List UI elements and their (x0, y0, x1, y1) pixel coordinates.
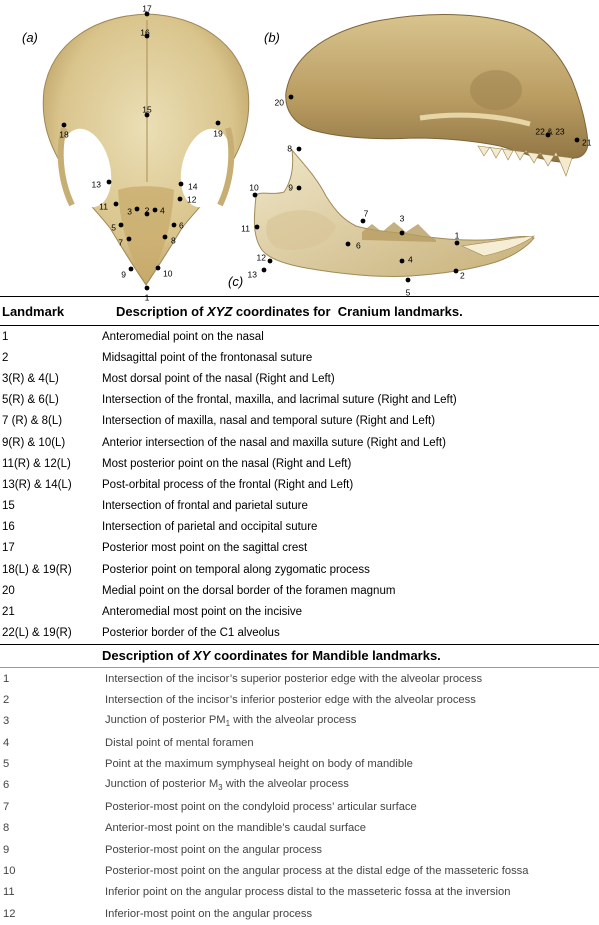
landmark-number-label: 12 (187, 194, 197, 205)
landmark-number-label: 14 (188, 181, 198, 192)
landmark-dot (163, 235, 168, 240)
landmark-number-label: 15 (142, 104, 152, 115)
mandible-table-row (0, 753, 599, 774)
landmark-dot (400, 259, 405, 264)
landmark-id: 15 (2, 500, 15, 513)
landmark-dot (297, 186, 302, 191)
landmark-number-label: 4 (160, 205, 165, 216)
landmark-number-label: 22 & 23 (535, 126, 565, 137)
cranium-lateral-view (286, 15, 588, 177)
landmark-description: Most posterior point on the nasal (Right and Left) (102, 457, 352, 470)
landmark-description: Point at the maximum symphyseal height on body of mandible (105, 758, 413, 771)
cranium-table-row (0, 411, 599, 432)
landmark-dot (114, 202, 119, 207)
mandible-table-row (0, 839, 599, 860)
panel-label: (b) (264, 30, 280, 45)
landmark-id: 20 (2, 584, 15, 597)
landmark-number-label: 20 (274, 97, 284, 108)
landmark-number-label: 1 (144, 292, 150, 303)
mandible-table-row (0, 882, 599, 903)
landmark-dot (135, 207, 140, 212)
mandible-table-row (0, 903, 599, 924)
landmark-id: 5(R) & 6(L) (2, 394, 59, 407)
landmark-number-label: 13 (91, 179, 101, 190)
landmark-number-label: 16 (140, 27, 150, 38)
landmark-description: Intersection of the incisor’s superior posterior edge with the alveolar process (105, 672, 483, 685)
cranium-table-row (0, 453, 599, 474)
landmark-description: Junction of posterior $PM_1$ with the alveolar process (105, 714, 357, 729)
cranium-table-row (0, 326, 599, 348)
landmark-dot (454, 269, 459, 274)
landmark-description: Junction of posterior $M_3$ with the alveolar process (105, 778, 349, 793)
landmark-dot (62, 123, 67, 128)
landmark-dot (361, 219, 366, 224)
landmark-description: Intersection of maxilla, nasal and temporal suture (Right and Left) (102, 415, 436, 428)
landmark-description: Anterior-most point on the mandible’s caudal surface (105, 822, 366, 835)
landmark-number-label: 6 (179, 220, 184, 231)
landmark-description: Posterior-most point on the condyloid process’ articular surface (105, 800, 417, 813)
landmark-dot (253, 193, 258, 198)
landmark-dot (145, 286, 150, 291)
landmark-description: Posterior most point on the sagittal crest (102, 542, 308, 555)
landmark-number-label: 7 (363, 208, 369, 219)
landmark-description: Midsagittal point of the frontonasal suture (102, 351, 313, 364)
landmark-description: Intersection of parietal and occipital suture (102, 521, 318, 534)
landmark-id: 9 (3, 843, 10, 856)
landmark-dot (179, 182, 184, 187)
landmark-number-label: 19 (213, 128, 223, 139)
landmark-id: 10 (3, 865, 16, 878)
landmark-id: 2 (3, 693, 10, 706)
cranium-table-row (0, 496, 599, 517)
landmark-dot (129, 267, 134, 272)
landmark-dot (455, 241, 460, 246)
landmark-description: Intersection of the incisor’s inferior posterior edge with the alveolar process (105, 693, 476, 706)
landmark-dot (262, 268, 267, 273)
landmark-description: Posterior-most point on the angular process (105, 843, 323, 856)
landmark-dot (119, 223, 124, 228)
landmark-description: Intersection of the frontal, maxilla, and lacrimal suture (Right and Left) (102, 394, 457, 407)
landmark-number-label: 11 (99, 201, 108, 212)
mandible-table-row (0, 667, 599, 689)
landmark-id: 12 (3, 907, 16, 920)
landmark-id: 13(R) & 14(L) (2, 478, 72, 491)
mandible-table-row (0, 796, 599, 817)
landmark-id: 7 (3, 800, 10, 813)
landmark-id: 11 (3, 886, 15, 899)
cranium-lateral-outline (286, 15, 588, 163)
landmark-number-label: 17 (142, 3, 152, 14)
cranium-table-header (0, 297, 599, 326)
panel-label: (c) (228, 274, 244, 289)
landmark-number-label: 6 (356, 240, 361, 251)
panel-label: (a) (22, 30, 38, 45)
landmark-dot (400, 231, 405, 236)
landmark-number-label: 7 (118, 237, 123, 248)
landmark-dot (406, 278, 411, 283)
landmark-number-label: 2 (144, 205, 150, 216)
skull-landmark-figure (0, 0, 599, 303)
landmark-number-label: 10 (249, 182, 259, 193)
landmark-description: Posterior point on temporal along zygomatic process (102, 563, 370, 576)
landmark-id: 3 (3, 715, 10, 728)
landmark-id: 3(R) & 4(L) (2, 372, 59, 385)
landmark-description: Anteromedial point on the nasal (102, 330, 264, 343)
landmark-number-label: 3 (127, 206, 132, 217)
landmark-description: Medial point on the dorsal border of the foramen magnum (102, 584, 396, 597)
cranium-table-row (0, 432, 599, 453)
landmark-id: 1 (2, 330, 9, 343)
landmark-id: 21 (2, 606, 15, 619)
cranium-table-row (0, 538, 599, 559)
landmark-id: 6 (3, 779, 10, 792)
mandible-table-row (0, 860, 599, 881)
cranium-table-row (0, 559, 599, 580)
landmark-id: 9(R) & 10(L) (2, 436, 66, 449)
cranium-table-row (0, 601, 599, 622)
landmark-number-label: 2 (460, 270, 465, 281)
landmark-number-label: 8 (171, 235, 176, 246)
landmark-number-label: 1 (454, 230, 460, 241)
cranium-table-row (0, 390, 599, 411)
landmark-dot (156, 266, 161, 271)
landmark-column-header: Landmark (2, 303, 65, 319)
landmark-number-label: 5 (111, 222, 116, 233)
landmark-id: 8 (3, 822, 10, 835)
landmark-description: Posterior-most point on the angular process at the distal edge of the masseteric fossa (105, 865, 529, 878)
landmark-number-label: 12 (256, 252, 266, 263)
landmark-description: Most dorsal point of the nasal (Right and Left) (102, 372, 335, 385)
landmark-description: Distal point of mental foramen (105, 736, 254, 749)
landmark-number-label: 9 (121, 269, 126, 280)
cranium-table-row (0, 474, 599, 495)
mandible-table-row (0, 818, 599, 839)
landmark-description: Post-orbital process of the frontal (Right and Left) (102, 478, 354, 491)
mandible-table-title: Description of XY coordinates for Mandible landmarks. (102, 648, 441, 664)
landmark-dot (297, 147, 302, 152)
orbit-lateral (470, 70, 522, 110)
lower-tooth-row (362, 222, 436, 242)
mandible-table-row (0, 711, 599, 732)
mandible-view (254, 150, 534, 277)
landmark-id: 7 (R) & 8(L) (2, 415, 63, 428)
cranium-description-header: Description of XYZ coordinates for Cranium landmarks. (116, 303, 463, 319)
cranium-table-row (0, 517, 599, 538)
cranium-table-row (0, 368, 599, 389)
landmark-id: 16 (2, 521, 15, 534)
landmark-id: 11(R) & 12(L) (2, 457, 71, 470)
landmark-dot (153, 208, 158, 213)
landmark-id: 5 (3, 758, 10, 771)
landmark-description: Anterior intersection of the nasal and maxilla suture (Right and Left) (102, 436, 446, 449)
landmark-id: 4 (3, 736, 10, 749)
landmark-number-label: 18 (59, 129, 69, 140)
landmark-number-label: 5 (405, 287, 411, 298)
landmark-id: 17 (2, 542, 15, 555)
landmark-dot (289, 95, 294, 100)
landmark-dot (178, 197, 183, 202)
landmark-dot (127, 237, 132, 242)
landmark-dot (255, 225, 260, 230)
mandible-landmark-table (0, 644, 599, 925)
landmark-id: 18(L) & 19(R) (2, 563, 72, 576)
landmark-number-label: 8 (287, 143, 292, 154)
landmark-description: Anteromedial most point on the incisive (102, 606, 303, 619)
landmark-dot (216, 121, 221, 126)
landmark-description: Posterior border of the C1 alveolus (102, 627, 280, 640)
landmark-dot (268, 259, 273, 264)
landmark-number-label: 10 (163, 268, 173, 279)
landmark-number-label: 11 (241, 223, 250, 234)
landmark-id: 2 (2, 351, 9, 364)
landmark-description: Intersection of frontal and parietal suture (102, 500, 308, 513)
mandible-table-title-row (0, 644, 599, 667)
cranium-table-row (0, 347, 599, 368)
cranium-table-row (0, 623, 599, 644)
mandible-table-row (0, 775, 599, 796)
landmark-number-label: 4 (408, 254, 413, 265)
landmark-dot (107, 180, 112, 185)
cranium-landmark-table (0, 296, 599, 644)
landmark-dot (172, 223, 177, 228)
landmark-dot (346, 242, 351, 247)
landmark-number-label: 21 (582, 137, 592, 148)
mandible-table-row (0, 689, 599, 710)
landmark-description: Inferior point on the angular process distal to the masseteric fossa at the inversion (105, 886, 511, 899)
landmark-description: Inferior-most point on the angular process (105, 907, 313, 920)
landmark-id: 22(L) & 19(R) (2, 627, 72, 640)
landmark-tables (0, 296, 599, 925)
landmark-number-label: 13 (247, 269, 257, 280)
landmark-dot (575, 138, 580, 143)
cranium-table-row (0, 580, 599, 601)
cranium-dorsal-view (43, 14, 249, 285)
mandible-table-row (0, 732, 599, 753)
landmark-id: 1 (3, 672, 10, 685)
landmark-number-label: 9 (288, 182, 293, 193)
landmark-number-label: 3 (399, 213, 405, 224)
